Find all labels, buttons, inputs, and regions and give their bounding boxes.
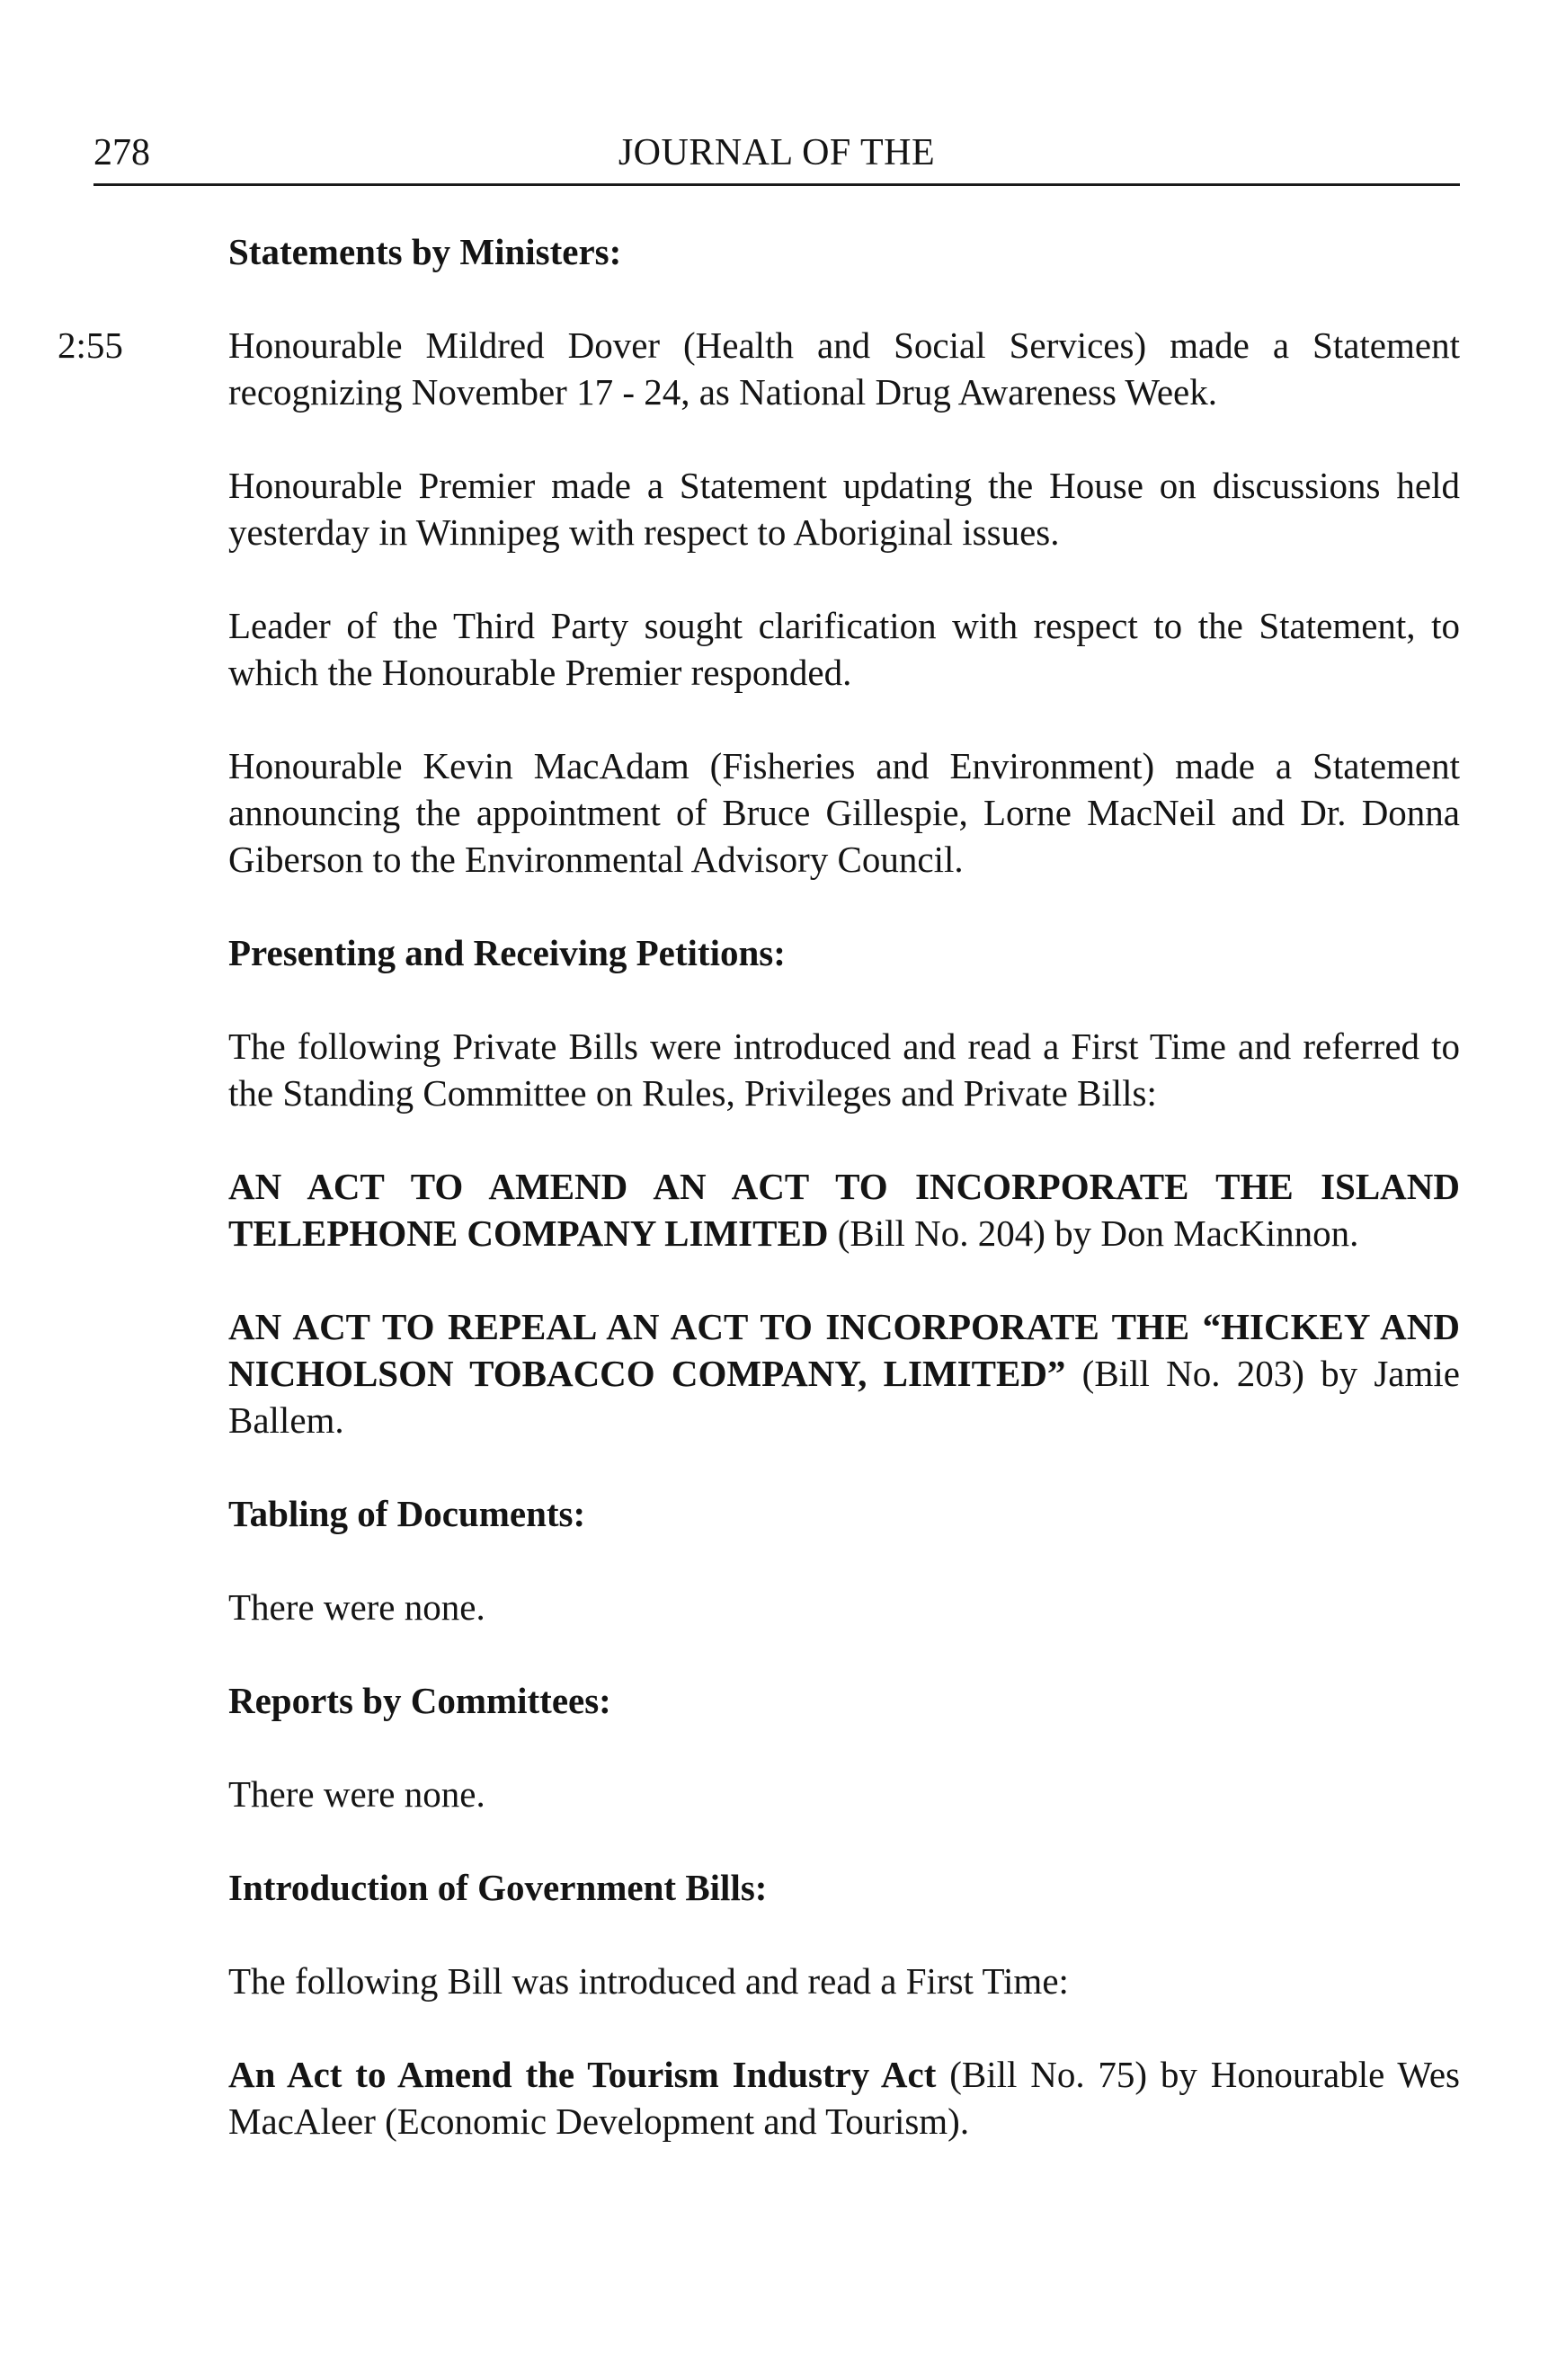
- page-body: [58, 228, 1460, 2145]
- statement-paragraph: Honourable Premier made a Statement updating the House on discussions held yesterday in Winnipeg with respect to Aboriginal issues.: [228, 465, 1460, 553]
- heading-tabling-of-documents: Tabling of Documents:: [228, 1493, 586, 1534]
- bill-details: (Bill No. 75) by Honourable Wes MacAleer (Economic Development and Tourism).: [228, 2054, 1460, 2142]
- heading-government-bills: Introduction of Government Bills:: [228, 1867, 768, 1908]
- bill-title: AN ACT TO REPEAL AN ACT TO INCORPORATE THE “HICKEY AND NICHOLSON TOBACCO COMPANY, LIMITED”: [228, 1306, 1460, 1394]
- statement-paragraph: Honourable Kevin MacAdam (Fisheries and Environment) made a Statement announcing the appointment of Bruce Gillespie, Lorne MacNeil and Dr. Donna Giberson to the Environmental Advisory Council.: [228, 745, 1460, 880]
- bill-details: (Bill No. 204) by Don MacKinnon.: [828, 1212, 1359, 1254]
- heading-reports-by-committees: Reports by Committees:: [228, 1680, 611, 1721]
- committees-text: There were none.: [228, 1773, 485, 1815]
- running-head: [93, 128, 1460, 178]
- heading-statements-by-ministers: Statements by Ministers:: [228, 231, 622, 272]
- tabling-text: There were none.: [228, 1586, 485, 1628]
- bill-title: AN ACT TO AMEND AN ACT TO INCORPORATE THE ISLAND TELEPHONE COMPANY LIMITED: [228, 1166, 1460, 1254]
- petitions-intro: The following Private Bills were introduced and read a First Time and referred to the Standing Committee on Rules, Privileges and Private Bills:: [228, 1026, 1460, 1114]
- heading-presenting-petitions: Presenting and Receiving Petitions:: [228, 932, 786, 973]
- government-bills-intro: The following Bill was introduced and read a First Time:: [228, 1960, 1069, 2002]
- bill-title: An Act to Amend the Tourism Industry Act: [228, 2054, 937, 2095]
- time-marker: 2:55: [58, 324, 123, 366]
- bill-details: (Bill No. 203) by Jamie Ballem.: [228, 1353, 1460, 1441]
- journal-title: JOURNAL OF THE: [618, 132, 936, 173]
- private-bill-entry: [228, 1163, 1460, 1257]
- header-rule: [93, 183, 1460, 186]
- private-bill-entry: [228, 1303, 1460, 1443]
- statement-paragraph: [58, 322, 1460, 415]
- page-number: 278: [93, 132, 150, 173]
- government-bill-entry: [228, 2051, 1460, 2145]
- statement-paragraph: Leader of the Third Party sought clarification with respect to the Statement, to which the Honourable Premier responded.: [228, 605, 1460, 693]
- statement-text: Honourable Mildred Dover (Health and Social Services) made a Statement recognizing November 17 - 24, as National Drug Awareness Week.: [228, 324, 1460, 413]
